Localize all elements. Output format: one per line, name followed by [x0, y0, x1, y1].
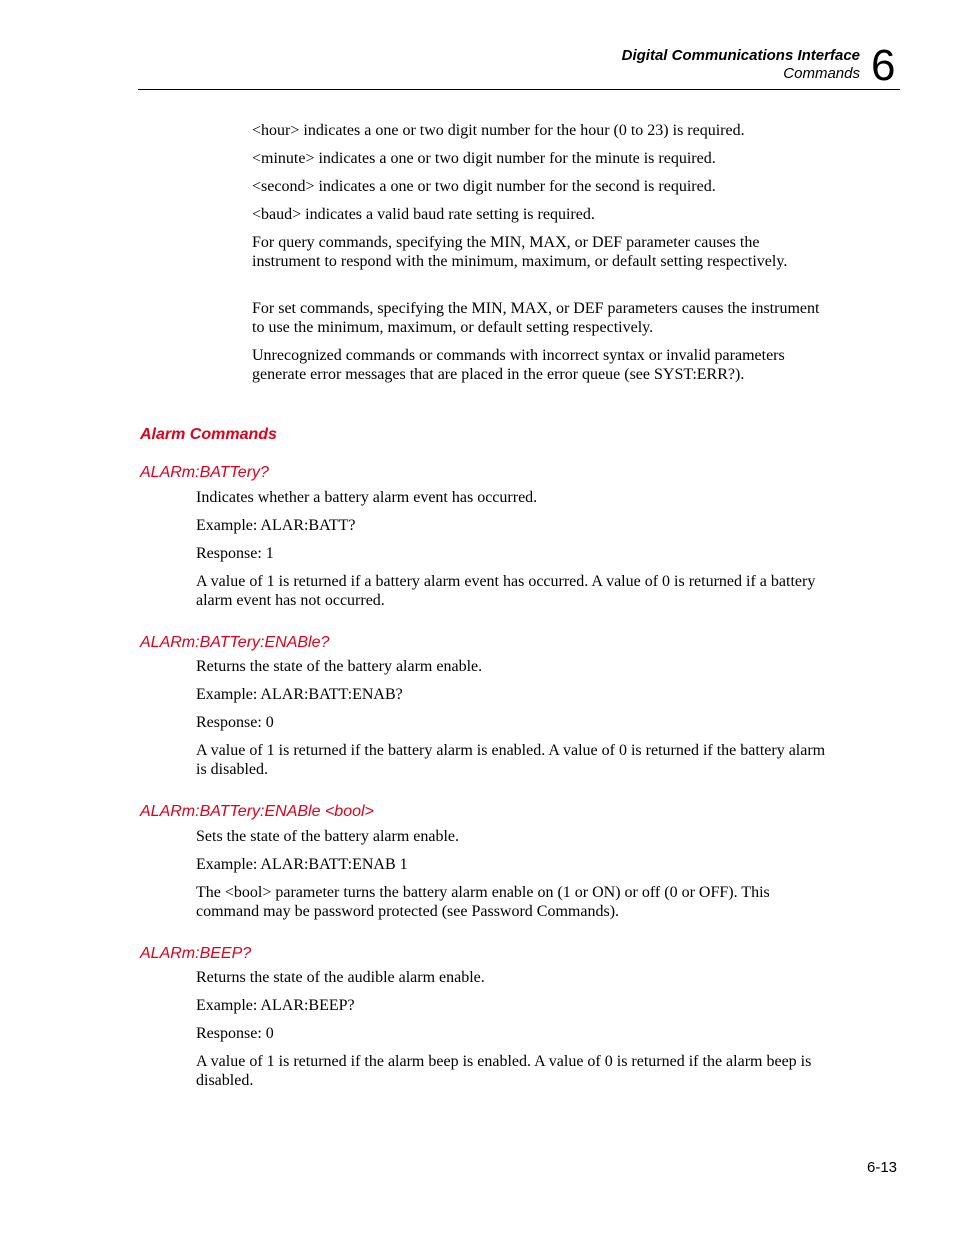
command-heading-battery-enable-query: ALARm:BATTery:ENABle?: [140, 634, 330, 651]
battery-enable-set-desc: Sets the state of the battery alarm enable.: [196, 828, 460, 845]
command-heading-beep: ALARm:BEEP?: [140, 945, 252, 962]
header-title: Digital Communications Interface: [621, 47, 860, 64]
beep-response: Response: 0: [196, 1025, 274, 1042]
beep-example: Example: ALAR:BEEP?: [196, 997, 355, 1014]
battery-notes: A value of 1 is returned if a battery alarm event has occurred. A value of 0 is returned if a battery alarm event has not occurred.: [196, 573, 816, 609]
battery-enable-set-example: Example: ALAR:BATT:ENAB 1: [196, 856, 408, 873]
intro-baud: <baud> indicates a valid baud rate setting is required.: [252, 206, 595, 223]
intro-hour: <hour> indicates a one or two digit number for the hour (0 to 23) is required.: [252, 122, 745, 139]
battery-enable-query-notes: A value of 1 is returned if the battery alarm is enabled. A value of 0 is returned if the battery alarm is disabled.: [196, 742, 826, 778]
intro-unrecognized: Unrecognized commands or commands with incorrect syntax or invalid parameters generate error messages that are placed in the error queue (see SYST:ERR?).: [252, 347, 785, 383]
page-number: 6-13: [867, 1159, 898, 1176]
header-section: Commands: [783, 65, 860, 82]
chapter-number: 6: [871, 41, 896, 90]
battery-enable-query-response: Response: 0: [196, 714, 274, 731]
battery-response: Response: 1: [196, 545, 274, 562]
battery-example: Example: ALAR:BATT?: [196, 517, 356, 534]
battery-enable-query-desc: Returns the state of the battery alarm enable.: [196, 658, 483, 675]
running-header: [622, 47, 860, 83]
intro-minute: <minute> indicates a one or two digit number for the minute is required.: [252, 150, 716, 167]
section-heading-alarm-commands: Alarm Commands: [140, 426, 277, 443]
intro-set: For set commands, specifying the MIN, MAX, or DEF parameters causes the instrument to use the minimum, maximum, or default setting respectively.: [252, 300, 820, 336]
header-rule: [138, 89, 900, 90]
beep-desc: Returns the state of the audible alarm enable.: [196, 969, 485, 986]
intro-second: <second> indicates a one or two digit number for the second is required.: [252, 178, 716, 195]
command-heading-battery-enable-set: ALARm:BATTery:ENABle <bool>: [140, 803, 374, 820]
battery-desc: Indicates whether a battery alarm event has occurred.: [196, 489, 538, 506]
intro-query: For query commands, specifying the MIN, MAX, or DEF parameter causes the instrument to respond with the minimum, maximum, or default setting respectively.: [252, 234, 788, 270]
battery-enable-set-notes: The <bool> parameter turns the battery alarm enable on (1 or ON) or off (0 or OFF). This command may be password protected (see Password Commands).: [196, 884, 770, 920]
beep-notes: A value of 1 is returned if the alarm beep is enabled. A value of 0 is returned if the alarm beep is disabled.: [196, 1053, 812, 1089]
battery-enable-query-example: Example: ALAR:BATT:ENAB?: [196, 686, 403, 703]
command-heading-battery: ALARm:BATTery?: [140, 464, 269, 481]
